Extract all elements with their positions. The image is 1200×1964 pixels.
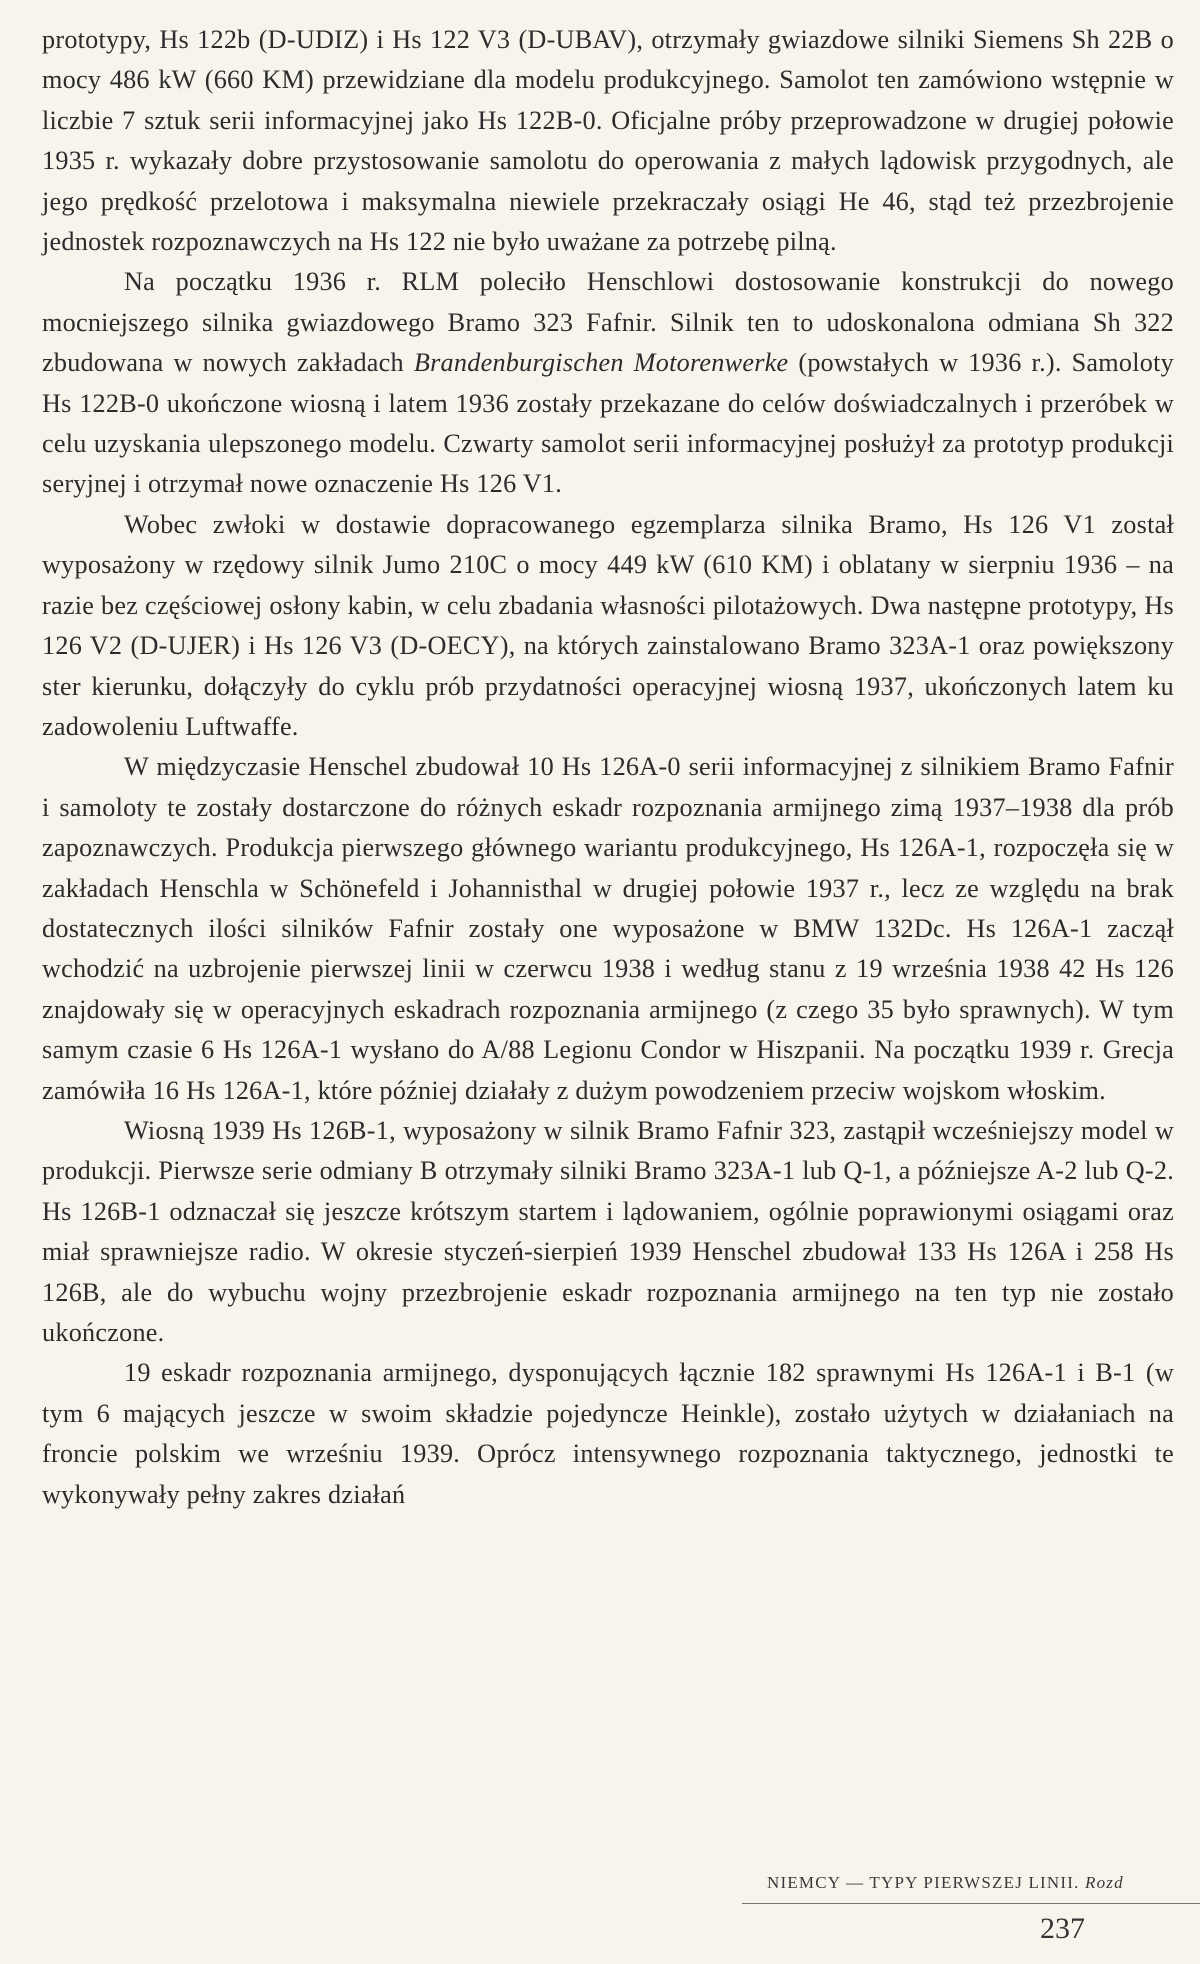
paragraph-2-italic-name: Brandenburgischen Motorenwerke bbox=[413, 348, 789, 378]
paragraph-3: Wobec zwłoki w dostawie dopracowanego egzemplarza silnika Bramo, Hs 126 V1 został wyposażony w rzędowy silnik Jumo 210C o mocy 449 kW (610 KM) i oblatany w sierpniu 1936 – na razie bez częściowej osłony kabin, w celu zbadania własności pilotażowych. Dwa następne prototypy, Hs 126 V2 (D-UJER) i Hs 126 V3 (D-OECY), na których zainstalowano Bramo 323A-1 oraz powiększony ster kierunku, dołączyły do cyklu prób przydatności operacyjnej wiosną 1937, ukończonych latem ku zadowoleniu Luftwaffe. bbox=[42, 509, 1174, 741]
paragraph-1: prototypy, Hs 122b (D-UDIZ) i Hs 122 V3 (D-UBAV), otrzymały gwiazdowe silniki Siemens Sh 22B o mocy 486 kW (660 KM) przewidziane dla modelu produkcyjnego. Samolot ten zamówiono wstępnie w liczbie 7 sztuk serii informacyjnej jako Hs 122B-0. Oficjalne próby przeprowadzone w drugiej połowie 1935 r. wykazały dobre przystosowanie samolotu do operowania z małych lądowisk przygodnych, ale jego prędkość przelotowa i maksymalna niewiele przekraczały osiągi He 46, stąd też przezbrojenie jednostek rozpoznawczych na Hs 122 nie było uważane za potrzebę pilną. bbox=[42, 25, 1174, 257]
page-number: 237 bbox=[1040, 1912, 1085, 1945]
page-body bbox=[42, 20, 1174, 1515]
paragraph-2-text-b: (powstałych w 1936 r.). Samoloty Hs 122B-0 ukończone wiosną i latem 1936 zostały przekazane do celów doświadczalnych i przeróbek w celu uzyskania ulepszonego modelu. Czwarty samolot serii informacyjnej posłużył za prototyp produkcji seryjnej i otrzymał nowe oznaczenie Hs 126 V1. bbox=[42, 348, 1174, 499]
paragraph-2 bbox=[42, 262, 1174, 504]
paragraph-5: Wiosną 1939 Hs 126B-1, wyposażony w silnik Bramo Fafnir 323, zastąpił wcześniejszy model w produkcji. Pierwsze serie odmiany B otrzymały silniki Bramo 323A-1 lub Q-1, a późniejsze A-2 lub Q-2. Hs 126B-1 odznaczał się jeszcze krótszym startem i lądowaniem, ogólnie poprawionymi osiągami oraz miał sprawniejsze radio. W okresie styczeń-sierpień 1939 Henschel zbudował 133 Hs 126A i 258 Hs 126B, ale do wybuchu wojny przezbrojenie eskadr rozpoznania armijnego na ten typ nie zostało ukończone. bbox=[42, 1115, 1174, 1347]
paragraph-4: W międzyczasie Henschel zbudował 10 Hs 126A-0 serii informacyjnej z silnikiem Bramo Fafnir i samoloty te zostały dostarczone do różnych eskadr rozpoznania armijnego zimą 1937–1938 dla prób zapoznawczych. Produkcja pierwszego głównego wariantu produkcyjnego, Hs 126A-1, rozpoczęła się w zakładach Henschla w Schönefeld i Johannisthal w drugiej połowie 1937 r., lecz ze względu na brak dostatecznych ilości silników Fafnir zostały one wyposażone w BMW 132Dc. Hs 126A-1 zaczął wchodzić na uzbrojenie pierwszej linii w czerwcu 1938 i według stanu z 19 września 1938 42 Hs 126 znajdowały się w operacyjnych eskadrach rozpoznania armijnego (z czego 35 było sprawnych). W tym samym czasie 6 Hs 126A-1 wysłano do A/88 Legionu Condor w Hiszpanii. Na początku 1939 r. Grecja zamówiła 16 Hs 126A-1, które później działały z dużym powodzeniem przeciw wojskom włoskim. bbox=[42, 752, 1174, 1105]
paragraph-2-text-a: Na początku 1936 r. RLM poleciło Henschlowi dostosowanie konstrukcji do nowego mocniejszego silnika gwiazdowego Bramo 323 Fafnir. Silnik ten to udoskonalona odmiana Sh 322 zbudowana w nowych zakładach bbox=[42, 267, 1174, 378]
running-footer bbox=[767, 1873, 1200, 1893]
running-footer-chapter: Rozd bbox=[1085, 1873, 1124, 1892]
running-footer-title: NIEMCY — TYPY PIERWSZEJ LINII. bbox=[767, 1873, 1080, 1892]
footer-rule bbox=[742, 1903, 1200, 1904]
paragraph-6: 19 eskadr rozpoznania armijnego, dysponujących łącznie 182 sprawnymi Hs 126A-1 i B-1 (w tym 6 mających jeszcze w swoim składzie pojedyncze Heinkle), zostało użytych w działaniach na froncie polskim we wrześniu 1939. Oprócz intensywnego rozpoznania taktycznego, jednostki te wykonywały pełny zakres działań bbox=[42, 1358, 1174, 1509]
